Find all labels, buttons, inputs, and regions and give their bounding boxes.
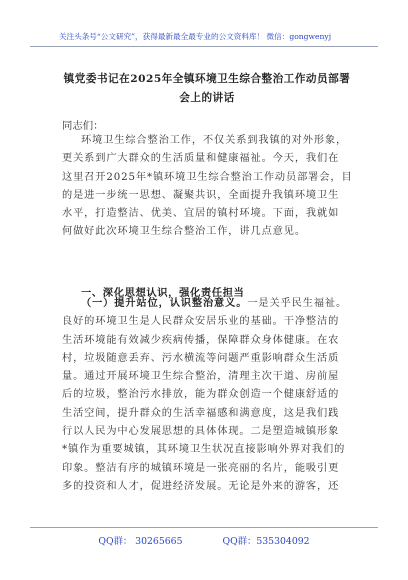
qq-group-2: QQ群：535304092 — [222, 536, 310, 547]
header-divider — [30, 46, 378, 47]
paragraph-line: *镇作为重要城镇，其环境卫生状况直接影响外界对我们的 — [62, 444, 346, 456]
paragraph-line: 多的投资和人才，促进经济发展。无论是外来的游客，还 — [62, 480, 340, 492]
intro-paragraph — [62, 132, 388, 242]
paragraph-text: 一是关乎民生福祉。 — [247, 298, 348, 309]
document-title-line-2: 会上的讲话 — [179, 92, 235, 104]
paragraph-line: 更关系到广大群众的生活质量和健康福祉。今天，我们在 — [62, 153, 340, 165]
paragraph-line: 村，垃圾随意丢弃、污水横流等问题严重影响群众生活质 — [62, 352, 340, 364]
paragraph-line: 生活环境能有效减少疾病传播，保障群众身体健康。在农 — [62, 334, 340, 346]
paragraph-line: 的是进一步统一思想、凝聚共识，全面提升我镇环境卫生 — [62, 189, 340, 201]
footer-divider — [30, 527, 378, 528]
subsection-paragraph — [62, 294, 388, 496]
paragraph-line: 行以人民为中心发展思想的具体体现。二是塑造城镇形象 — [62, 426, 340, 438]
paragraph-line: 水平，打造整洁、优美、宜居的镇村环境。下面，我就如 — [62, 208, 340, 220]
greeting: 同志们： — [62, 120, 104, 132]
qq-group-1: QQ群： 30265665 — [98, 536, 183, 547]
paragraph-line: 这里召开2025年*镇环境卫生综合整治工作动员部署会，目 — [62, 171, 353, 183]
paragraph-line: 良好的环境卫生是人民群众安居乐业的基础。干净整洁的 — [62, 316, 340, 328]
paragraph-line: 后的垃圾，整治污水排放，能为群众创造一个健康舒适的 — [62, 389, 340, 401]
paragraph-line: 生活空间，提升群众的生活幸福感和满意度，这是我们践 — [62, 407, 340, 419]
header-notice: 关注头条号“公文研究”，获得最新最全最专业的公文资料库！ 微信：gongwenyj — [58, 32, 332, 41]
paragraph-line: 印象。整洁有序的城镇环境是一张亮丽的名片，能吸引更 — [62, 462, 340, 474]
paragraph-line: 量。通过开展环境卫生综合整治，清理主次干道、房前屋 — [62, 371, 340, 383]
paragraph-line — [62, 294, 388, 313]
footer-contacts — [0, 533, 408, 547]
subsection-label: （一）提升站位，认识整治意义。 — [81, 297, 248, 309]
paragraph-line: 环境卫生综合整治工作，不仅关系到我镇的对外形象， — [81, 135, 348, 146]
paragraph-line: 何做好此次环境卫生综合整治工作，讲几点意见。 — [62, 226, 306, 238]
document-title-line-1: 镇党委书记在2025年全镇环境卫生综合整治工作动员部署 — [63, 73, 351, 85]
section-heading: 一、深化思想认识，强化责任担当 — [81, 287, 245, 299]
